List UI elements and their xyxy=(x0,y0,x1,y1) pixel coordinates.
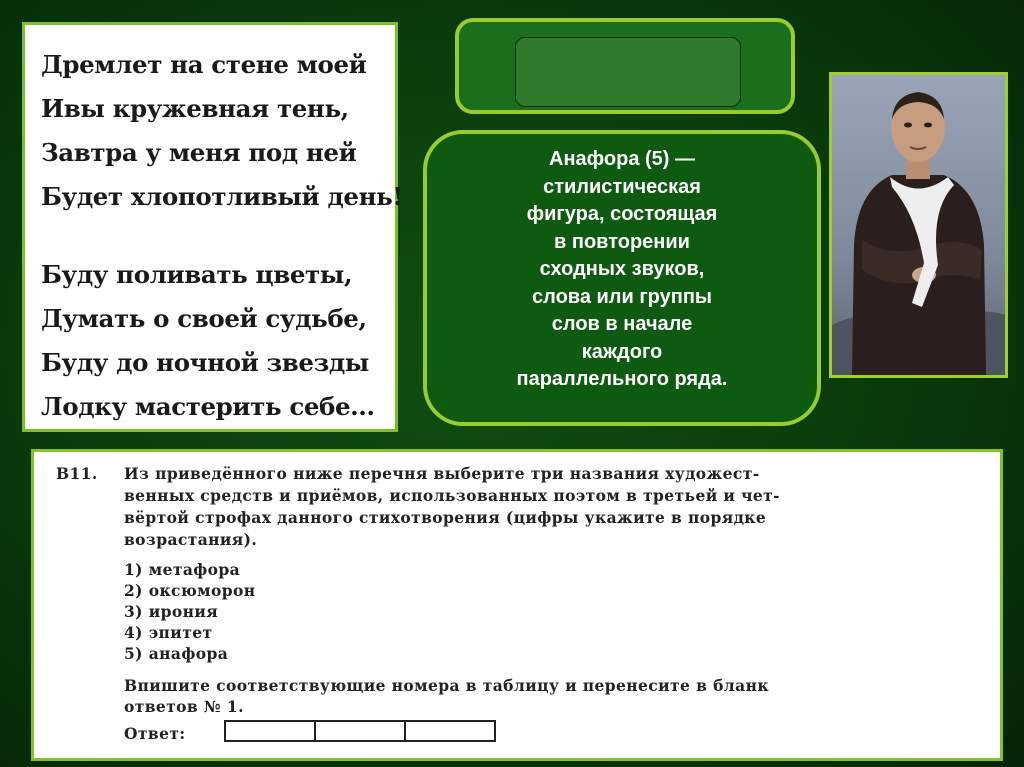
poem-line: Лодку мастерить себе... xyxy=(41,392,375,421)
definition-line: стилистическая xyxy=(543,175,701,198)
task-question-line: венных средств и приёмов, использованных поэтом в третьей и чет- xyxy=(124,486,780,505)
poem-line: Буду поливать цветы, xyxy=(41,260,353,289)
answer-cell-3[interactable] xyxy=(404,720,496,742)
portrait-illustration xyxy=(832,75,1005,375)
option-oxymoron: 2) оксюморон xyxy=(124,581,256,600)
task-instruction-line: ответов № 1. xyxy=(124,697,244,716)
title-placeholder-box xyxy=(455,18,795,114)
answer-table xyxy=(224,720,494,742)
definition-line: слов в начале xyxy=(551,313,693,335)
answer-cell-1[interactable] xyxy=(224,720,316,742)
task-question-line: вёртой строфах данного стихотворения (цифры укажите в порядке xyxy=(124,508,767,527)
option-epithet: 4) эпитет xyxy=(124,623,213,642)
poet-portrait xyxy=(829,72,1008,378)
task-question-line: возрастания). xyxy=(124,530,258,549)
poem-panel xyxy=(22,22,403,432)
answer-label: Ответ: xyxy=(124,724,186,743)
definition-line: в повторении xyxy=(554,230,690,253)
definition-line: фигура, состоящая xyxy=(526,203,718,225)
definition-line: слова или группы xyxy=(532,285,712,308)
exam-task xyxy=(31,449,1003,761)
poem-line: Дремлет на стене моей xyxy=(41,50,367,79)
poem-line: Буду до ночной звезды xyxy=(41,348,369,377)
task-instruction-line: Впишите соответствующие номера в таблицу и перенесите в бланк xyxy=(124,676,769,695)
poem-line: Завтра у меня под ней xyxy=(41,138,357,167)
poem-stanza-2 xyxy=(41,253,389,429)
poem-stanza-1 xyxy=(41,43,403,219)
definition-line: Анафора (5) — xyxy=(549,148,695,170)
definition-box xyxy=(423,130,821,426)
title-placeholder-inner xyxy=(515,37,741,107)
definition-line: каждого xyxy=(581,340,663,363)
answer-cell-2[interactable] xyxy=(314,720,406,742)
task-question-line: Из приведённого ниже перечня выберите три названия художест- xyxy=(124,464,760,483)
poem-line: Ивы кружевная тень, xyxy=(41,94,349,123)
definition-line: параллельного ряда. xyxy=(516,368,728,390)
task-code: В11. xyxy=(56,464,98,483)
option-irony: 3) ирония xyxy=(124,602,219,621)
option-anaphora: 5) анафора xyxy=(124,644,229,663)
definition-line: сходных звуков, xyxy=(539,258,705,280)
poem-line: Думать о своей судьбе, xyxy=(41,304,367,333)
poem-line: Будет хлопотливый день! xyxy=(41,182,403,211)
option-metaphor: 1) метафора xyxy=(124,560,241,579)
